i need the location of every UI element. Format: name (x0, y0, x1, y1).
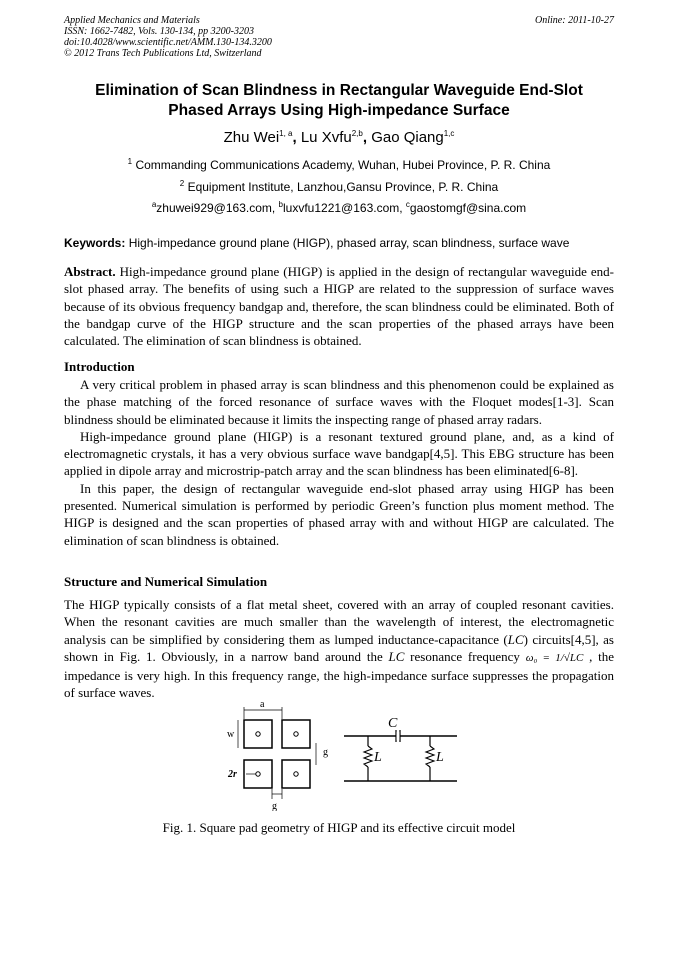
keywords-text: High-impedance ground plane (HIGP), phased array, scan blindness, surface wave (125, 236, 570, 250)
abstract-label: Abstract. (64, 264, 116, 279)
journal-name: Applied Mechanics and Materials (64, 15, 200, 26)
email-line (64, 201, 614, 215)
affiliation-text: Commanding Communications Academy, Wuhan, Hubei Province, P. R. China (135, 158, 551, 172)
figure-1 (220, 699, 470, 816)
email-mark: a (151, 200, 157, 209)
dim-g-right-label: g (323, 747, 328, 758)
resonance-formula: ω₀ = 1/√LC (525, 651, 584, 664)
paragraph: In this paper, the design of rectangular waveguide end-slot phased array using HIGP has been presented. Numerical simulation is performed by periodic Green’s function plus moment method. The HIGP is designed and the scan properties of phased array with and without HIGP are calculated. The elimination of scan blindness is obtained. (64, 480, 614, 548)
journal-header (64, 15, 272, 59)
paragraph: High-impedance ground plane (HIGP) is a resonant textured ground plane, and, as a kind of electromagnetic crystals, it has a very obvious surface wave bandgap[4,5]. This EBG structure has been applied in dipole array and microstrip-patch array and the scan blindness has been eliminated[6-8]. (64, 428, 614, 479)
copyright-line: © 2012 Trans Tech Publications Ltd, Switzerland (64, 48, 262, 59)
hig-geometry-diagram (220, 699, 470, 811)
affiliation-text: Equipment Institute, Lanzhou,Gansu Province, P. R. China (187, 180, 499, 194)
capacitor-label: C (388, 716, 398, 731)
paragraph: The HIGP typically consists of a flat metal sheet, covered with an array of coupled resonant cavities. When the resonant cavities are much smaller than the wavelength of interest, the electromagnetic analysis can be simplified by considering them as lumped inductance-capacitance (LC) circuits[4,5], as shown in Fig. 1. Obviously, in a narrow band around the LC resonance frequency ω₀ = 1/√LC , the impedance is very high. In this frequency range, the high-impedance surface suppresses the propagation of surface waves. (64, 597, 615, 701)
paper-title (64, 81, 614, 121)
author-affiliation-mark: 1,c (443, 129, 455, 138)
online-date: Online: 2011-10-27 (535, 15, 614, 26)
figure-caption: Fig. 1. Square pad geometry of HIGP and its effective circuit model (162, 820, 516, 835)
email-mark: c (405, 200, 410, 209)
author-affiliation-mark: 1, a (279, 129, 293, 138)
title-line-2: Phased Arrays Using High-impedance Surface (168, 102, 510, 119)
section-heading-introduction: Introduction (64, 359, 135, 374)
email-address: gaostomgf@sina.com (409, 201, 527, 215)
affiliation-number: 2 (179, 179, 185, 188)
paragraph: A very critical problem in phased array is scan blindness and this phenomenon could be explained as the phase matching of the forced resonance of surface waves with the Floquet modes[1-3]. Scan blindness should be eliminated because it limits the inspecting range of phased array radars. (64, 377, 614, 427)
dim-g-bottom-label: g (272, 801, 277, 811)
author-name: Zhu Wei (223, 129, 280, 146)
dim-w-label: w (227, 729, 235, 740)
author-list (64, 129, 614, 146)
doi-line: doi:10.4028/www.scientific.net/AMM.130-134.3200 (64, 37, 272, 48)
section-heading-structure: Structure and Numerical Simulation (64, 574, 268, 589)
author-affiliation-mark: 2,b (351, 129, 363, 138)
email-mark: b (278, 200, 283, 209)
affiliation-2 (64, 180, 614, 194)
introduction-body (64, 376, 614, 549)
author-separator: , (362, 129, 368, 146)
email-address: zhuwei929@163.com, (156, 201, 279, 215)
issn-line: ISSN: 1662-7482, Vols. 130-134, pp 3200-3203 (64, 26, 254, 37)
author-separator: , (292, 129, 297, 146)
dim-2r-label: 2r (228, 769, 237, 780)
dim-a-label: a (260, 699, 265, 710)
inductor-label: L (436, 750, 444, 765)
affiliation-1 (64, 158, 614, 172)
affiliation-number: 1 (127, 157, 133, 166)
keywords-label: Keywords: (64, 236, 126, 250)
author-name: Lu Xvfu (300, 129, 352, 146)
structure-body (64, 596, 614, 702)
abstract (64, 263, 614, 349)
abstract-text: High-impedance ground plane (HIGP) is applied in the design of rectangular waveguide end-slot phased array. The benefits of using such a HIGP are related to the suppression of surface waves because of its obvious frequency bandgap and, therefore, the scan blindness could be eliminated. Both of the bandgap curve of the HIGP structure and the scan properties of the phased arrays have been calculated. The elimination of scan blindness is obtained. (64, 264, 614, 349)
title-line-1: Elimination of Scan Blindness in Rectangular Waveguide End-Slot (95, 82, 583, 99)
inductor-label: L (374, 750, 382, 765)
keywords (64, 236, 614, 250)
email-address: luxvfu1221@163.com, (283, 201, 406, 215)
author-name: Gao Qiang (371, 129, 444, 146)
